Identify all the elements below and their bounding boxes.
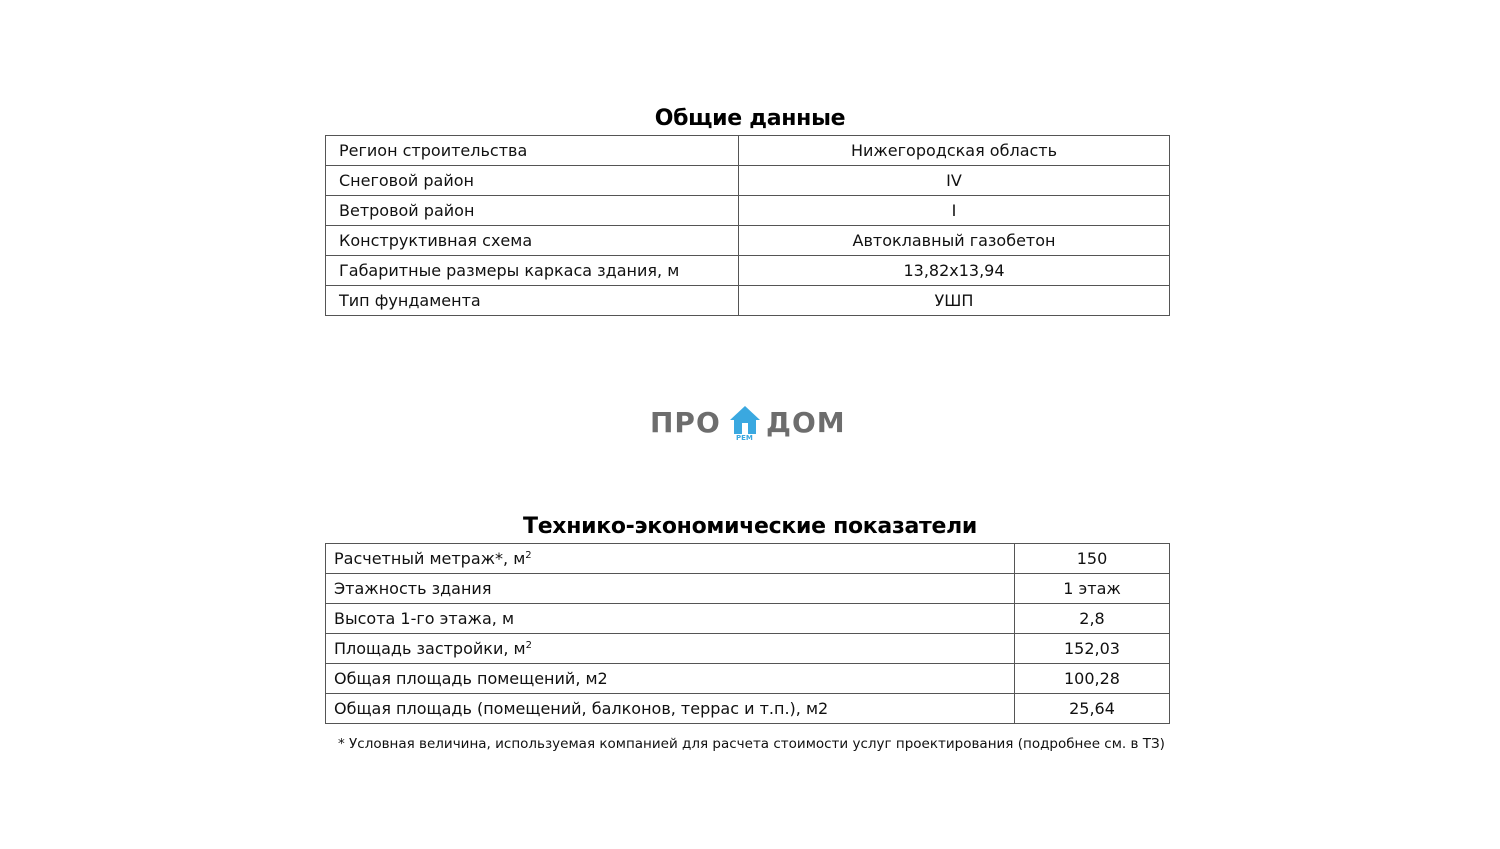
table-row — [326, 136, 1170, 166]
table-row — [326, 256, 1170, 286]
logo-right-word: ДОМ — [766, 406, 846, 439]
table-row — [326, 634, 1170, 664]
row-value: 13,82x13,94 — [739, 256, 1170, 286]
table-row — [326, 664, 1170, 694]
row-label: Регион строительства — [326, 136, 739, 166]
row-value: 2,8 — [1015, 604, 1170, 634]
table-row — [326, 196, 1170, 226]
row-value: IV — [739, 166, 1170, 196]
table-row — [326, 544, 1170, 574]
superscript: 2 — [525, 549, 532, 561]
table-row — [326, 604, 1170, 634]
general-data-table — [325, 135, 1170, 316]
row-label: Общая площадь помещений, м2 — [326, 664, 1015, 694]
logo-sub-word: РЕМ — [736, 434, 753, 442]
row-value: 25,64 — [1015, 694, 1170, 724]
row-label: Площадь застройки, $м^2$ — [326, 634, 1015, 664]
row-value: 1 этаж — [1015, 574, 1170, 604]
table-row — [326, 226, 1170, 256]
row-value: 150 — [1015, 544, 1170, 574]
row-value: Нижегородская область — [739, 136, 1170, 166]
prodom-logo — [650, 402, 850, 446]
row-label: Ветровой район — [326, 196, 739, 226]
row-value: Автоклавный газобетон — [739, 226, 1170, 256]
house-icon — [728, 404, 762, 436]
table-row — [326, 286, 1170, 316]
table-row — [326, 574, 1170, 604]
table-row — [326, 694, 1170, 724]
row-label: Тип фундамента — [326, 286, 739, 316]
row-label: Габаритные размеры каркаса здания, м — [326, 256, 739, 286]
row-value: УШП — [739, 286, 1170, 316]
tech-indicators-table — [325, 543, 1170, 724]
superscript: 2 — [525, 639, 532, 651]
row-label: Высота 1-го этажа, м — [326, 604, 1015, 634]
row-label: Общая площадь (помещений, балконов, террас и т.п.), м2 — [326, 694, 1015, 724]
row-label: Конструктивная схема — [326, 226, 739, 256]
general-data-title: Общие данные — [654, 106, 846, 131]
row-value: 100,28 — [1015, 664, 1170, 694]
row-label: Снеговой район — [326, 166, 739, 196]
row-value: I — [739, 196, 1170, 226]
tech-indicators-title: Технико-экономические показатели — [522, 514, 978, 539]
footnote: * Условная величина, используемая компанией для расчета стоимости услуг проектирования (подробнее см. в ТЗ) — [338, 736, 1165, 752]
row-value: 152,03 — [1015, 634, 1170, 664]
row-label: Этажность здания — [326, 574, 1015, 604]
table-row — [326, 166, 1170, 196]
row-label: Расчетный метраж*, $м^2$ — [326, 544, 1015, 574]
logo-left-word: ПРО — [650, 406, 721, 439]
